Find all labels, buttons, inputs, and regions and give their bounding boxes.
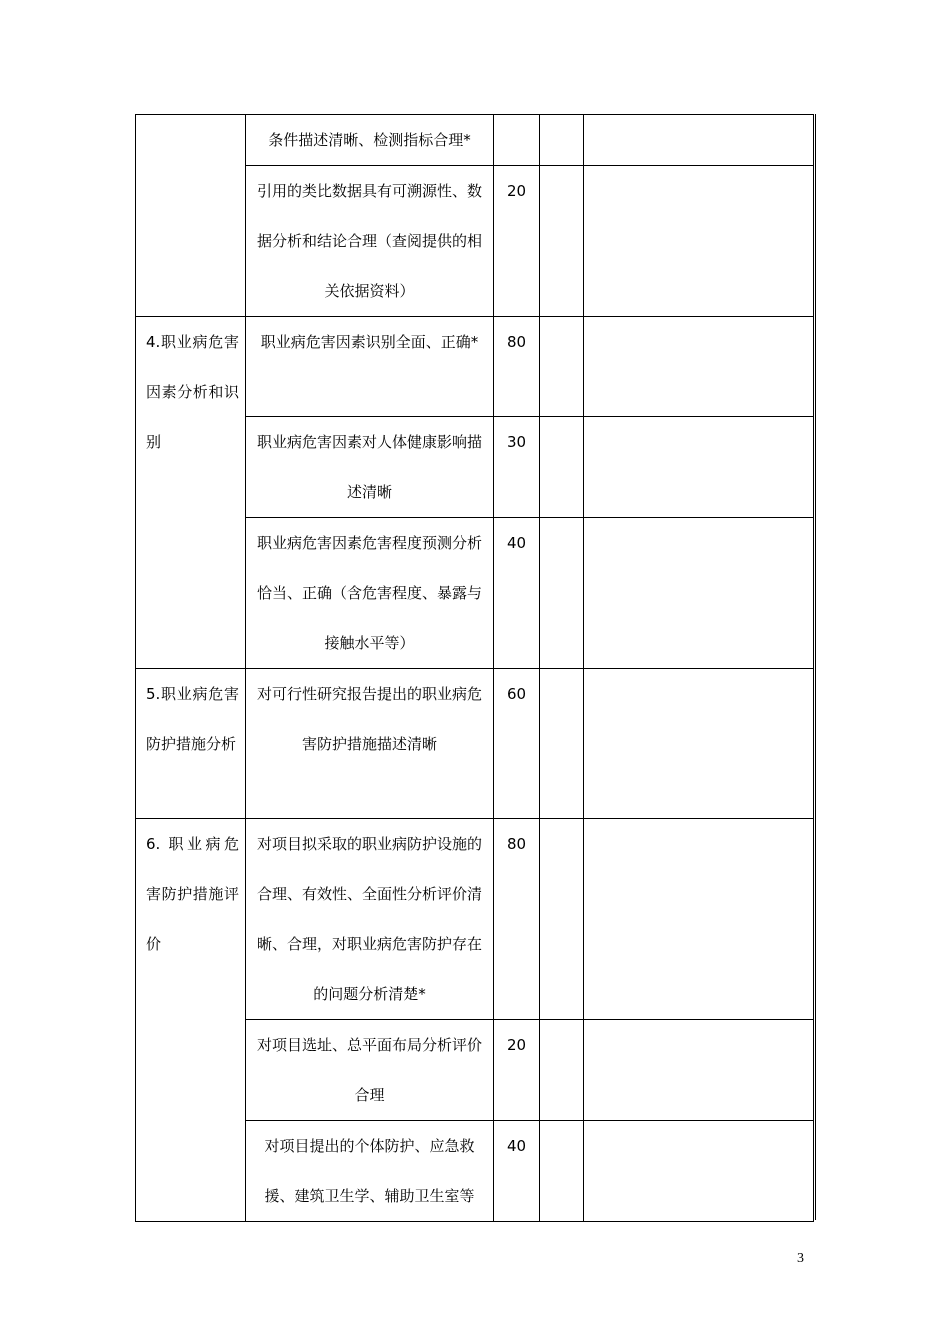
- table-row: [136, 317, 814, 417]
- table-right-border: [815, 114, 816, 1220]
- score-cell: 80: [494, 819, 540, 1020]
- blank-cell: [540, 819, 584, 1020]
- category-cell: [136, 115, 246, 317]
- table-row: [136, 669, 814, 819]
- blank-cell: [540, 669, 584, 819]
- blank-cell: [584, 115, 814, 166]
- score-cell: 20: [494, 1020, 540, 1121]
- score-cell: 30: [494, 417, 540, 518]
- blank-cell: [540, 317, 584, 417]
- score-cell: 60: [494, 669, 540, 819]
- criterion-cell: 职业病危害因素对人体健康影响描述清晰: [246, 417, 494, 518]
- blank-cell: [584, 1121, 814, 1222]
- table-row: [136, 115, 814, 166]
- blank-cell: [540, 518, 584, 669]
- criterion-cell: 对项目选址、总平面布局分析评价合理: [246, 1020, 494, 1121]
- blank-cell: [540, 417, 584, 518]
- blank-cell: [540, 115, 584, 166]
- table-row: [136, 819, 814, 1020]
- blank-cell: [584, 1020, 814, 1121]
- score-cell: 40: [494, 518, 540, 669]
- category-cell: 6. 职业病危害防护措施评价: [136, 819, 246, 1222]
- score-cell: [494, 115, 540, 166]
- blank-cell: [540, 1121, 584, 1222]
- criterion-cell: 职业病危害因素识别全面、正确*: [246, 317, 494, 417]
- blank-cell: [584, 417, 814, 518]
- criterion-cell: 职业病危害因素危害程度预测分析恰当、正确（含危害程度、暴露与接触水平等）: [246, 518, 494, 669]
- blank-cell: [584, 317, 814, 417]
- blank-cell: [584, 518, 814, 669]
- category-cell: 4.职业病危害因素分析和识别: [136, 317, 246, 669]
- blank-cell: [584, 166, 814, 317]
- criterion-cell: 对可行性研究报告提出的职业病危害防护措施描述清晰: [246, 669, 494, 819]
- blank-cell: [584, 819, 814, 1020]
- blank-cell: [540, 166, 584, 317]
- criterion-cell: 条件描述清晰、检测指标合理*: [246, 115, 494, 166]
- criterion-cell: 对项目提出的个体防护、应急救援、建筑卫生学、辅助卫生室等: [246, 1121, 494, 1222]
- blank-cell: [584, 669, 814, 819]
- page-number: 3: [797, 1251, 804, 1266]
- score-cell: 20: [494, 166, 540, 317]
- criterion-cell: 引用的类比数据具有可溯源性、数据分析和结论合理（查阅提供的相关依据资料）: [246, 166, 494, 317]
- criterion-cell: 对项目拟采取的职业病防护设施的合理、有效性、全面性分析评价清晰、合理，对职业病危害防护存在的问题分析清楚*: [246, 819, 494, 1020]
- category-cell: 5.职业病危害防护措施分析: [136, 669, 246, 819]
- evaluation-table: [135, 114, 814, 1222]
- score-cell: 80: [494, 317, 540, 417]
- score-cell: 40: [494, 1121, 540, 1222]
- blank-cell: [540, 1020, 584, 1121]
